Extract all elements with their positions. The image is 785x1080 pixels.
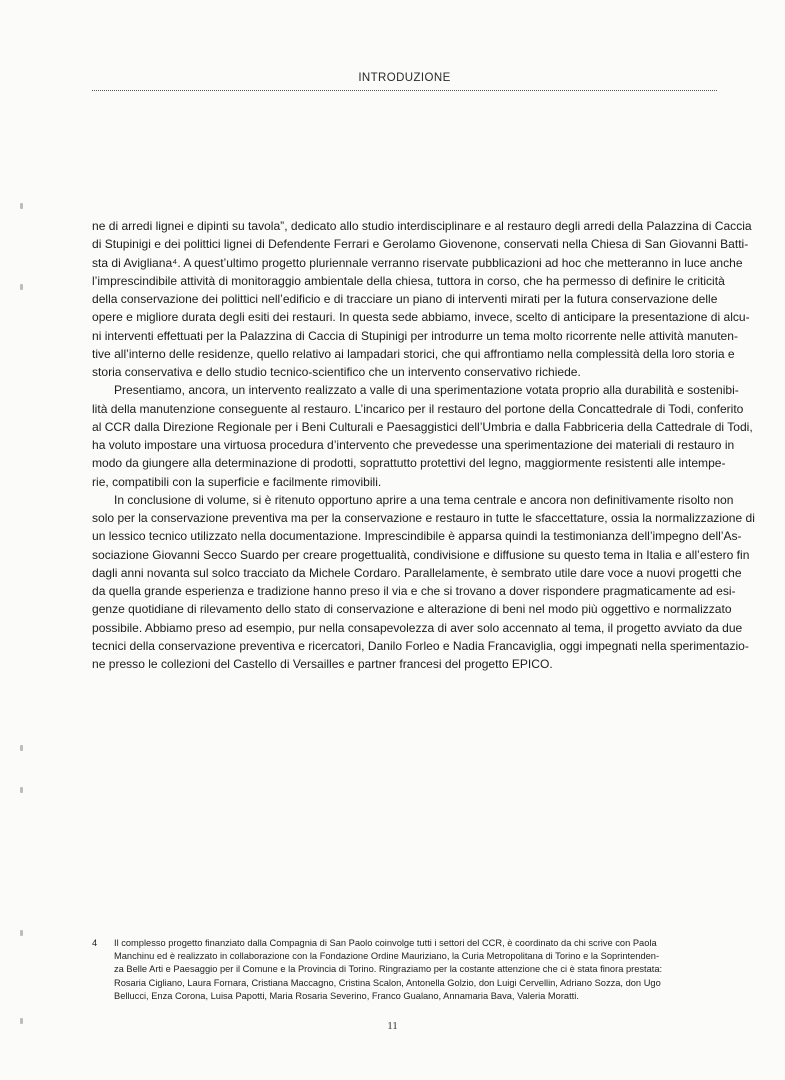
- text-line: della conservazione dei polittici nell’edificio e di tracciare un piano di interventi mirati per la futura conservazione delle: [92, 292, 718, 306]
- text-line: di Stupinigi e dei polittici lignei di Defendente Ferrari e Gerolamo Giovenone, conservati nella Chiesa di San Giovanni Batti-: [92, 237, 749, 252]
- text-line: un lessico tecnico utilizzato nella documentazione. Imprescindibile è apparsa quindi la testimonianza dell’impegno dell’As-: [92, 529, 742, 544]
- footnote-line: Manchinu ed è realizzato in collaborazione con la Fondazione Ordine Mauriziano, la Curia Metropolitana di Torino e la Soprintenden-: [114, 951, 660, 962]
- text-line: dagli anni novanta sul solco tracciato da Michele Cordaro. Parallelamente, è sembrato utile dare voce a nuovi progetti che: [92, 565, 742, 580]
- margin-scan-mark: [20, 745, 23, 751]
- text-line: genze quotidiane di rilevamento dello stato di conservazione e alterazione di beni nel modo più oggettivo e normalizzato: [92, 602, 732, 617]
- text-line: In conclusione di volume, si è ritenuto opportuno aprire a una tema centrale e ancora non definitivamente risolto non: [114, 492, 734, 507]
- text-line: l’imprescindibile attività di monitoraggio ambientale della chiesa, tuttora in corso, che ha permesso di definire le criticità: [92, 273, 725, 288]
- text-line: al CCR dalla Direzione Regionale per i Beni Culturali e Paesaggistici dell’Umbria e dalla Fabbriceria della Cattedrale di Todi,: [92, 419, 753, 434]
- footnote: [92, 937, 717, 1003]
- text-line: rie, compatibili con la superficie e facilmente rimovibili.: [92, 474, 382, 489]
- text-line: sociazione Giovanni Secco Suardo per creare progettualità, condivisione e diffusione su questo tema in Italia e all’estero fin: [92, 547, 750, 562]
- text-line: possibile. Abbiamo preso ad esempio, pur nella consapevolezza di aver solo accennato al tema, il progetto avviato da due: [92, 620, 743, 635]
- paragraph-2: [92, 381, 753, 491]
- text-line: ni interventi effettuati per la Palazzina di Caccia di Stupinigi per introdurre un tema molto ricorrente nelle attività manuten-: [92, 328, 738, 343]
- body-text: [92, 217, 755, 673]
- text-line: storia conservativa e dello studio tecnico-scientifico che un intervento conservativo richiede.: [92, 365, 581, 379]
- header-dotted-rule: [92, 90, 717, 91]
- margin-scan-mark: [20, 787, 23, 793]
- text-line: Presentiamo, ancora, un intervento realizzato a valle di una sperimentazione votata proprio alla durabilità e sostenibi-: [114, 383, 739, 398]
- text-line: modo da giungere alla determinazione di prodotti, soprattutto protettivi del legno, maggiormente resistenti alle intempe-: [92, 456, 726, 471]
- page-number: 11: [387, 1020, 398, 1032]
- text-line: ne di arredi lignei e dipinti su tavola”, dedicato allo studio interdisciplinare e al restauro degli arredi della Palazzina di Caccia: [92, 219, 752, 233]
- footnote-number: 4: [92, 938, 98, 948]
- footnote-line: Rosaria Cigliano, Laura Fornara, Cristiana Maccagno, Cristina Scalon, Antonella Golzio, don Luigi Cervellin, Adriano Sozza, don Ugo: [114, 977, 661, 988]
- margin-scan-mark: [20, 284, 23, 290]
- footnote-text: [114, 937, 717, 1003]
- text-line: solo per la conservazione preventiva ma per la conservazione e restauro in tutte le sfaccettature, ossia la normalizzazione di: [92, 511, 755, 525]
- text-line: ne presso le collezioni del Castello di Versailles e partner francesi del progetto EPICO.: [92, 657, 553, 671]
- footnote-line: Il complesso progetto finanziato dalla Compagnia di San Paolo coinvolge tutti i settori del CCR, è coordinato da chi scrive con Paola: [114, 938, 657, 948]
- text-line: ha voluto impostare una virtuosa procedura d’intervento che prevedesse una sperimentazione dei materiali di restauro in: [92, 438, 735, 452]
- text-line: tive all’interno delle residenze, quello relativo ai lampadari storici, che qui affrontiamo nella complessità della loro storia e: [92, 346, 735, 361]
- text-line: tecnici della conservazione preventiva e ricercatori, Danilo Forleo e Nadia Francaviglia, oggi impegnati nella sperimentazio-: [92, 638, 749, 653]
- running-header: INTRODUZIONE: [358, 72, 451, 84]
- margin-scan-mark: [20, 930, 23, 936]
- paragraph-1: [92, 217, 752, 381]
- paragraph-3: [92, 491, 755, 674]
- text-line: lità della manutenzione conseguente al restauro. L’incarico per il restauro del portone della Concattedrale di Todi, conferito: [92, 401, 744, 416]
- text-line: opere e migliore durata degli esiti dei restauri. In questa sede abbiamo, invece, scelto di anticipare la presentazione di alcu-: [92, 310, 750, 325]
- text-line: da quella grande esperienza e tradizione hanno preso il via e che si trovano a dover rispondere pragmaticamente ad esi-: [92, 584, 736, 598]
- footnote-line: za Belle Arti e Paesaggio per il Comune e la Provincia di Torino. Ringraziamo per la costante attenzione che ci è stata finora prestata:: [114, 964, 663, 975]
- margin-scan-mark: [20, 203, 23, 209]
- text-line: sta di Avigliana⁴. A quest’ultimo progetto pluriennale verranno riservate pubblicazioni ad hoc che metteranno in luce anche: [92, 255, 743, 270]
- footnote-line: Bellucci, Enza Corona, Luisa Papotti, Maria Rosaria Severino, Franco Gualano, Annamaria Bava, Valeria Moratti.: [114, 990, 579, 1001]
